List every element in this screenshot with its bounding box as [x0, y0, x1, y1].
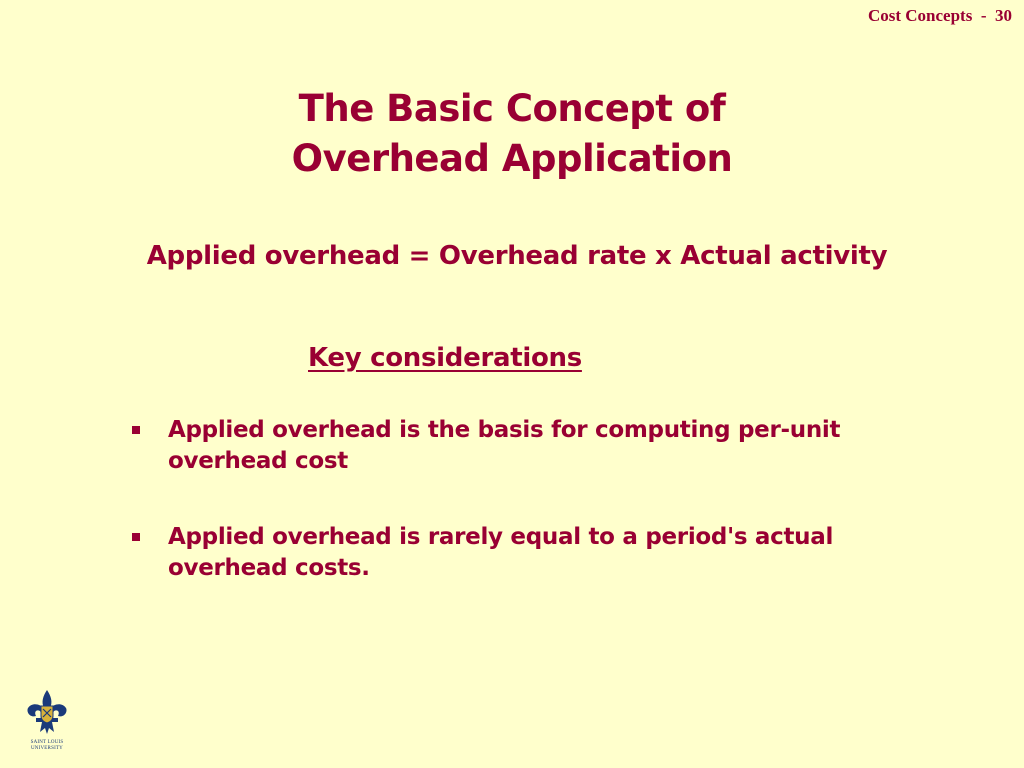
list-item: [128, 415, 928, 477]
slide-title-line-2: Overhead Application: [291, 137, 733, 180]
slide-title-line-1: The Basic Concept of: [298, 87, 726, 130]
bullet-text: Applied overhead is rarely equal to a period's actual overhead costs.: [168, 524, 834, 581]
logo-text-line-2: UNIVERSITY: [31, 746, 63, 751]
bullet-text: Applied overhead is the basis for computing per-unit overhead cost: [168, 417, 841, 474]
slide-header-tag: Cost Concepts - 30: [867, 6, 1012, 25]
square-bullet-icon: [132, 426, 140, 434]
square-bullet-icon: [132, 533, 140, 541]
fleur-de-lis-icon: [22, 688, 72, 738]
logo-text-line-1: SAINT LOUIS: [30, 740, 64, 745]
university-logo: [22, 688, 72, 754]
list-item: [128, 522, 928, 584]
key-considerations-list: [128, 415, 928, 629]
overhead-formula: Applied overhead = Overhead rate x Actual activity: [146, 241, 888, 271]
key-considerations-heading: Key considerations: [308, 343, 582, 373]
slide-title: [0, 84, 1024, 184]
